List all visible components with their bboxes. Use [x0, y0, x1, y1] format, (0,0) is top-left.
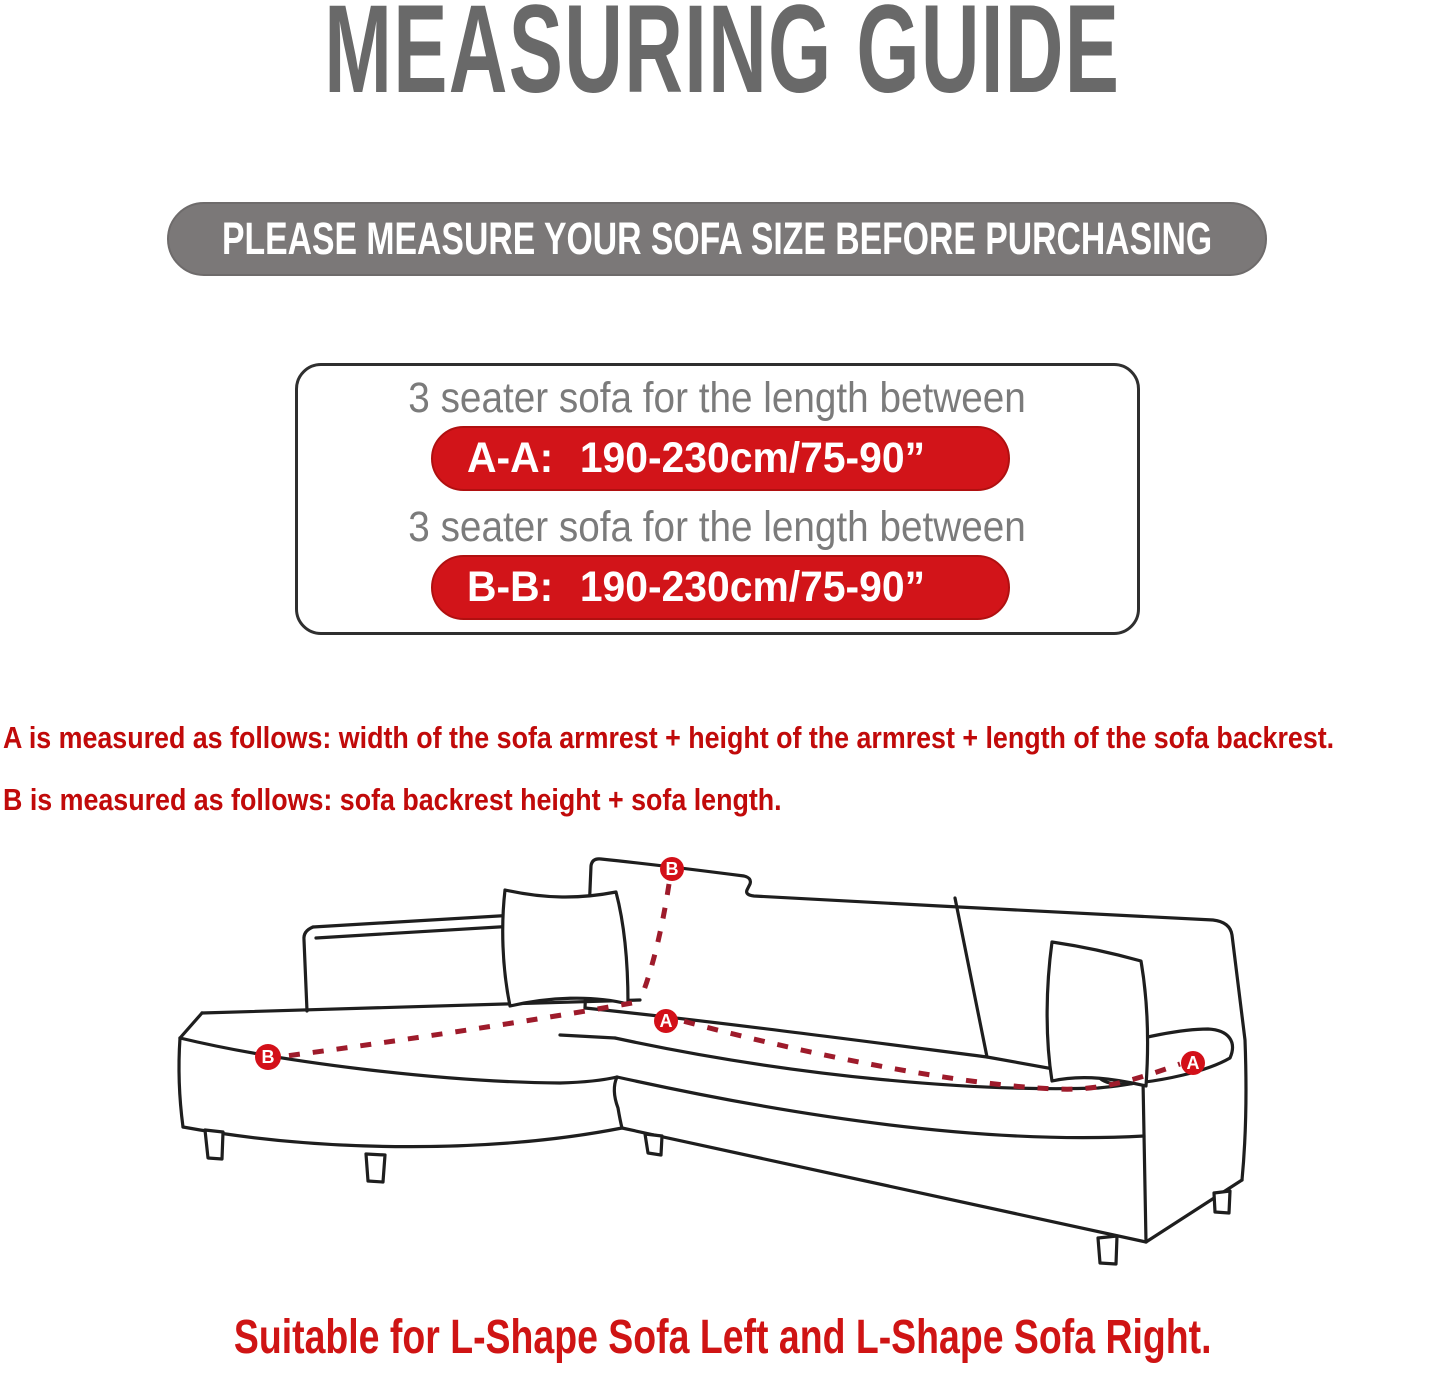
measurement-pill-bb-code: B-B: [467, 563, 554, 611]
sofa-leg [366, 1154, 385, 1182]
chaise-front-top-edge [180, 1038, 617, 1083]
marker-b-top-letter: B [665, 859, 679, 879]
note-a [3, 720, 1445, 756]
measurement-pill-bb [431, 555, 1010, 620]
sofa-leg [645, 1134, 662, 1155]
marker-b-chaise [255, 1044, 281, 1070]
measurement-pill-aa-content [467, 434, 925, 483]
right-pillow [1047, 942, 1147, 1086]
note-a-text: A is measured as follows: width of the sofa armrest + height of the armrest + length of the sofa backrest. [3, 720, 1335, 755]
chaise-back-bar-end-cap [304, 927, 313, 1011]
measurement-pill-aa-code: A-A: [467, 434, 554, 482]
sofa-outline [179, 859, 1246, 1264]
chaise-back-bar-top-front [316, 926, 515, 938]
sofa-leg [1098, 1236, 1117, 1264]
size-row-label-text: 3 seater sofa for the length between [408, 503, 1027, 551]
measurement-dashed-lines [286, 884, 1180, 1089]
page-title [0, 0, 1445, 119]
marker-a-armrest [1181, 1051, 1205, 1075]
chaise-back-bar-top-rear [313, 915, 515, 927]
footer-note [0, 1310, 1445, 1365]
measurement-pill-aa [431, 426, 1010, 491]
seat-cushion-bottom-crease [617, 1077, 1144, 1138]
size-row-label-text: 3 seater sofa for the length between [408, 374, 1027, 422]
measurement-pill-aa-value: 190-230cm/75-90” [579, 434, 926, 482]
footer-note-text: Suitable for L-Shape Sofa Left and L-Shape Sofa Right. [233, 1311, 1212, 1364]
sofa-armrest-front-edge [1143, 1080, 1146, 1242]
sofa-measurement-diagram [0, 830, 1445, 1310]
marker-a-corner [654, 1009, 678, 1033]
dashed-line-b-backrest-height [641, 884, 669, 998]
size-row-label [298, 503, 1137, 552]
dashed-line-b-sofa-length [286, 1003, 632, 1056]
marker-a-corner-letter: A [659, 1011, 673, 1031]
corner-pillow [503, 890, 628, 1006]
page-title-text: MEASURING GUIDE [324, 0, 1121, 119]
chaise-left-edge [179, 1038, 183, 1127]
sofa-leg [205, 1130, 223, 1159]
size-row-label [298, 374, 1137, 423]
sofa-base-bottom-edge [622, 1128, 1146, 1242]
warning-banner [167, 202, 1267, 276]
backrest-cushion-division [955, 898, 987, 1057]
chaise-end-edge [180, 1013, 202, 1038]
marker-a-armrest-letter: A [1186, 1053, 1200, 1073]
note-b-text: B is measured as follows: sofa backrest height + sofa length. [3, 782, 782, 817]
measurement-pill-bb-value: 190-230cm/75-90” [579, 563, 926, 611]
note-b [3, 782, 903, 818]
warning-banner-text: PLEASE MEASURE YOUR SOFA SIZE BEFORE PURCHASING [221, 213, 1213, 264]
size-info-box [295, 363, 1140, 635]
sofa-leg [1214, 1191, 1230, 1213]
chaise-bottom-edge [183, 1127, 622, 1147]
corner-seam [560, 1035, 615, 1038]
measurement-pill-bb-content [467, 563, 925, 612]
sofa-corner-vertical-edge [614, 1077, 622, 1128]
marker-b-top [660, 857, 684, 881]
marker-b-chaise-letter: B [261, 1047, 275, 1067]
